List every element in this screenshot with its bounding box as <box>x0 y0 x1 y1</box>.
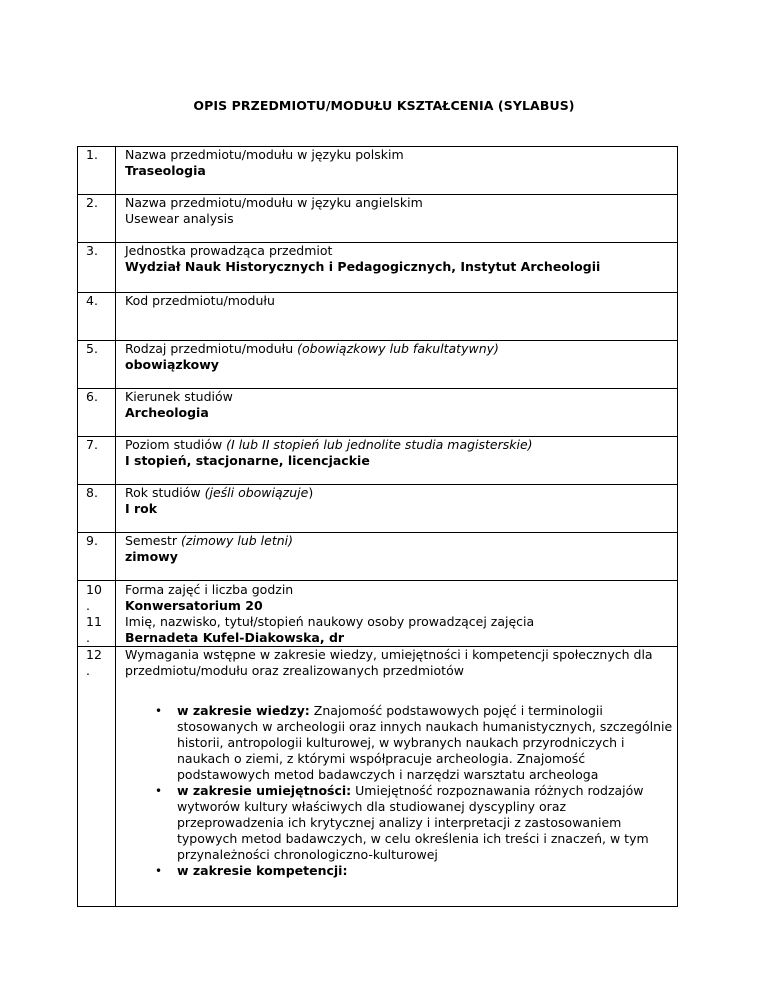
bullet-icon: • <box>155 864 163 878</box>
row-content <box>116 147 678 195</box>
row-number-part: 10 <box>86 582 102 597</box>
syllabus-row <box>78 485 678 533</box>
row-value: Usewear analysis <box>125 211 234 226</box>
row-label: Forma zajęć i liczba godzin <box>125 582 294 597</box>
bullet-icon: • <box>155 704 163 718</box>
row-label: Poziom studiów <box>125 437 223 452</box>
syllabus-row <box>78 647 678 907</box>
row-label-line <box>125 485 673 501</box>
syllabus-row <box>78 293 678 341</box>
requirement-item <box>125 863 673 879</box>
row-label: Wymagania wstępne w zakresie wiedzy, umiejętności i kompetencji społecznych dla przedmiotu/modułu oraz zrealizowanych przedmiotów <box>125 647 653 678</box>
row-label: Rok studiów <box>125 485 201 500</box>
row-number: 6. <box>78 389 116 437</box>
row-qualifier: (zimowy lub letni) <box>181 533 294 548</box>
requirement-text: Znajomość podstawowych pojęć i terminologii stosowanych w archeologii oraz innych naukach humanistycznych, szczególnie historii, antropologii kulturowej, w wybranych naukach przyrodniczych i naukach o ziemi, z którymi współpracuje archeologia. Znajomość podstawowych metod badawczych i narzędzi warsztatu archeologa <box>177 703 673 782</box>
syllabus-row <box>78 243 678 293</box>
row-content <box>116 533 678 581</box>
row-number: 2. <box>78 195 116 243</box>
syllabus-row <box>78 437 678 485</box>
row-content <box>116 437 678 485</box>
row-label-line <box>125 437 673 453</box>
row-value: Archeologia <box>125 405 209 420</box>
syllabus-row <box>78 533 678 581</box>
syllabus-row <box>78 195 678 243</box>
syllabus-row <box>78 581 678 647</box>
requirement-item <box>125 703 673 783</box>
row-value: Traseologia <box>125 163 206 178</box>
row-number: 4. <box>78 293 116 341</box>
row-content <box>116 293 678 341</box>
row-value: zimowy <box>125 549 178 564</box>
row-label: Kod przedmiotu/modułu <box>125 293 275 308</box>
page-title: OPIS PRZEDMIOTU/MODUŁU KSZTAŁCENIA (SYLABUS) <box>193 98 575 113</box>
requirement-item <box>125 783 673 863</box>
row-value: I stopień, stacjonarne, licencjackie <box>125 453 370 468</box>
row-content <box>116 341 678 389</box>
row-label: Rodzaj przedmiotu/modułu <box>125 341 294 356</box>
row-value: Wydział Nauk Historycznych i Pedagogicznych, Instytut Archeologii <box>125 259 601 274</box>
row-label-line <box>125 293 673 309</box>
row-label: Kierunek studiów <box>125 389 233 404</box>
row-label: Imię, nazwisko, tytuł/stopień naukowy osoby prowadzącej zajęcia <box>125 614 535 629</box>
syllabus-row <box>78 389 678 437</box>
row-label-line <box>125 341 673 357</box>
row-label: Nazwa przedmiotu/modułu w języku angielskim <box>125 195 423 210</box>
row-number: 8. <box>78 485 116 533</box>
row-label-line <box>125 147 673 163</box>
row-content <box>116 581 678 647</box>
row-label-line <box>125 389 673 405</box>
row-value: obowiązkowy <box>125 357 219 372</box>
bullet-icon: • <box>155 784 163 798</box>
row-content <box>116 485 678 533</box>
row-qualifier: (I lub II stopień lub jednolite studia magisterskie) <box>226 437 533 452</box>
requirement-text: Umiejętność rozpoznawania różnych rodzajów wytworów kultury właściwych dla studiowanej dyscypliny oraz przeprowadzenia ich krytycznej analizy i interpretacji z zastosowaniem typowych metod badawczych, w celu określenia ich treści i znaczeń, w tym przynależności chronologiczno-kulturowej <box>177 783 649 862</box>
row-number <box>78 581 116 647</box>
row-value: I rok <box>125 501 158 516</box>
syllabus-row <box>78 341 678 389</box>
row-label-line <box>125 195 673 211</box>
requirement-heading: w zakresie wiedzy: <box>177 703 310 718</box>
row-number-part: . <box>86 598 90 613</box>
row-content <box>116 647 678 907</box>
requirement-heading: w zakresie umiejętności: <box>177 783 352 798</box>
row-value: Konwersatorium 20 <box>125 598 263 613</box>
row-label: Semestr <box>125 533 178 548</box>
row-value: Bernadeta Kufel-Diakowska, dr <box>125 630 345 645</box>
row-number: 9. <box>78 533 116 581</box>
row-number-part: 11 <box>86 614 102 629</box>
row-number-part: . <box>86 630 90 645</box>
row-label: Jednostka prowadząca przedmiot <box>125 243 333 258</box>
syllabus-table <box>77 146 678 907</box>
row-content <box>116 389 678 437</box>
row-number: 5. <box>78 341 116 389</box>
row-number-part: 12 <box>86 647 102 662</box>
row-number <box>78 647 116 907</box>
row-number: 3. <box>78 243 116 293</box>
row-content <box>116 243 678 293</box>
row-qualifier: (jeśli obowiązuje <box>204 485 309 500</box>
row-qualifier-tail: ) <box>308 485 314 500</box>
row-number: 7. <box>78 437 116 485</box>
row-label: Nazwa przedmiotu/modułu w języku polskim <box>125 147 404 162</box>
row-label-line <box>125 243 673 259</box>
row-number-part: . <box>86 663 90 678</box>
syllabus-row <box>78 147 678 195</box>
row-label-line <box>125 533 673 549</box>
row-number: 1. <box>78 147 116 195</box>
row-content <box>116 195 678 243</box>
requirements-list <box>125 703 673 879</box>
row-qualifier: (obowiązkowy lub fakultatywny) <box>297 341 499 356</box>
requirement-heading: w zakresie kompetencji: <box>177 863 348 878</box>
